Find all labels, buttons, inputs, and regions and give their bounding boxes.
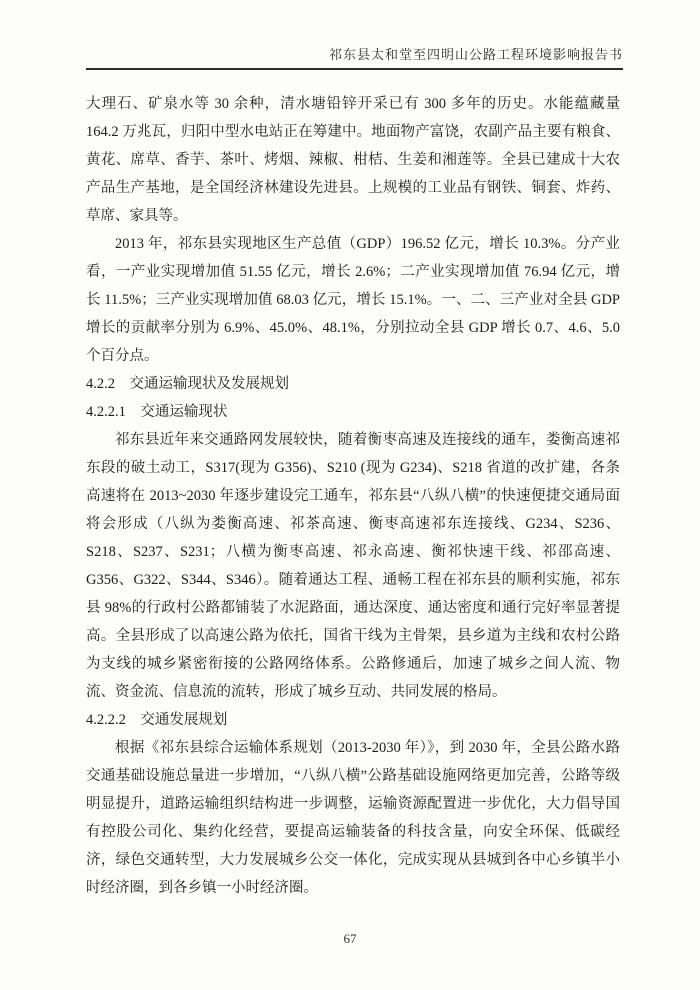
section-heading: 4.2.2.1 交通运输现状	[86, 404, 228, 420]
page-header	[0, 0, 700, 70]
body-paragraph: 祁东县近年来交通路网发展较快，随着衡枣高速及连接线的通车，娄衡高速祁东段的破土动工，S317(现为 G356)、S210 (现为 G234)、S218 省道的改扩建，各条高速将在 2013~2030 年逐步建设完工通车，祁东县“八纵八横”的快速便捷交通局面将会形成（八纵为娄衡高速、祁茶高速、衡枣高速祁东连接线、G234、S236、S218、S237、S231；八横为衡枣高速、祁永高速、衡祁快速干线、祁邵高速、G356、G322、S344、S346）。随着通达工程、通畅工程在祁东县的顺利实施，祁东县 98%的行政村公路都铺装了水泥路面，通达深度、通达密度和通行完好率显著提高。全县形成了以高速公路为依托，国省干线为主骨架，县乡道为主线和农村公路为支线的城乡紧密衔接的公路网络体系。公路修通后，加速了城乡之间人流、物流、资金流、信息流的流转，形成了城乡互动、共同发展的格局。	[86, 432, 620, 700]
document-body	[86, 90, 620, 902]
header-title: 祁东县太和堂至四明山公路工程环境影响报告书	[328, 47, 623, 62]
header-rule	[86, 68, 623, 70]
body-paragraph: 2013 年，祁东县实现地区生产总值（GDP）196.52 亿元，增长 10.3%。分产业看，一产业实现增加值 51.55 亿元，增长 2.6%；二产业实现增加值 76.94 亿元，增长 11.5%；三产业实现增加值 68.03 亿元，增长 15.1%。一、二、三产业对全县 GDP 增长的贡献率分别为 6.9%、45.0%、48.1%，分别拉动全县 GDP 增长 0.7、4.6、5.0 个百分点。	[86, 236, 620, 364]
section-heading: 4.2.2 交通运输现状及发展规划	[86, 376, 289, 392]
page-number: 67	[343, 931, 357, 946]
page-footer	[0, 930, 700, 948]
section-heading: 4.2.2.2 交通发展规划	[86, 712, 228, 728]
body-paragraph: 大理石、矿泉水等 30 余种，清水塘铅锌开采已有 300 多年的历史。水能蕴藏量 164.2 万兆瓦，归阳中型水电站正在筹建中。地面物产富饶，农副产品主要有粮食、黄花、席草、香芋、茶叶、烤烟、辣椒、柑桔、生姜和湘莲等。全县已建成十大农产品生产基地，是全国经济林建设先进县。上规模的工业品有钢铁、铜套、炸药、草席、家具等。	[86, 96, 620, 224]
body-paragraph: 根据《祁东县综合运输体系规划（2013-2030 年）》，到 2030 年，全县公路水路交通基础设施总量进一步增加，“八纵八横”公路基础设施网络更加完善，公路等级明显提升，道路运输组织结构进一步调整，运输资源配置进一步优化，大力倡导国有控股公司化、集约化经营，要提高运输装备的科技含量，向安全环保、低碳经济，绿色交通转型，大力发展城乡公交一体化，完成实现从县城到各中心乡镇半小时经济圈，到各乡镇一小时经济圈。	[86, 740, 620, 896]
